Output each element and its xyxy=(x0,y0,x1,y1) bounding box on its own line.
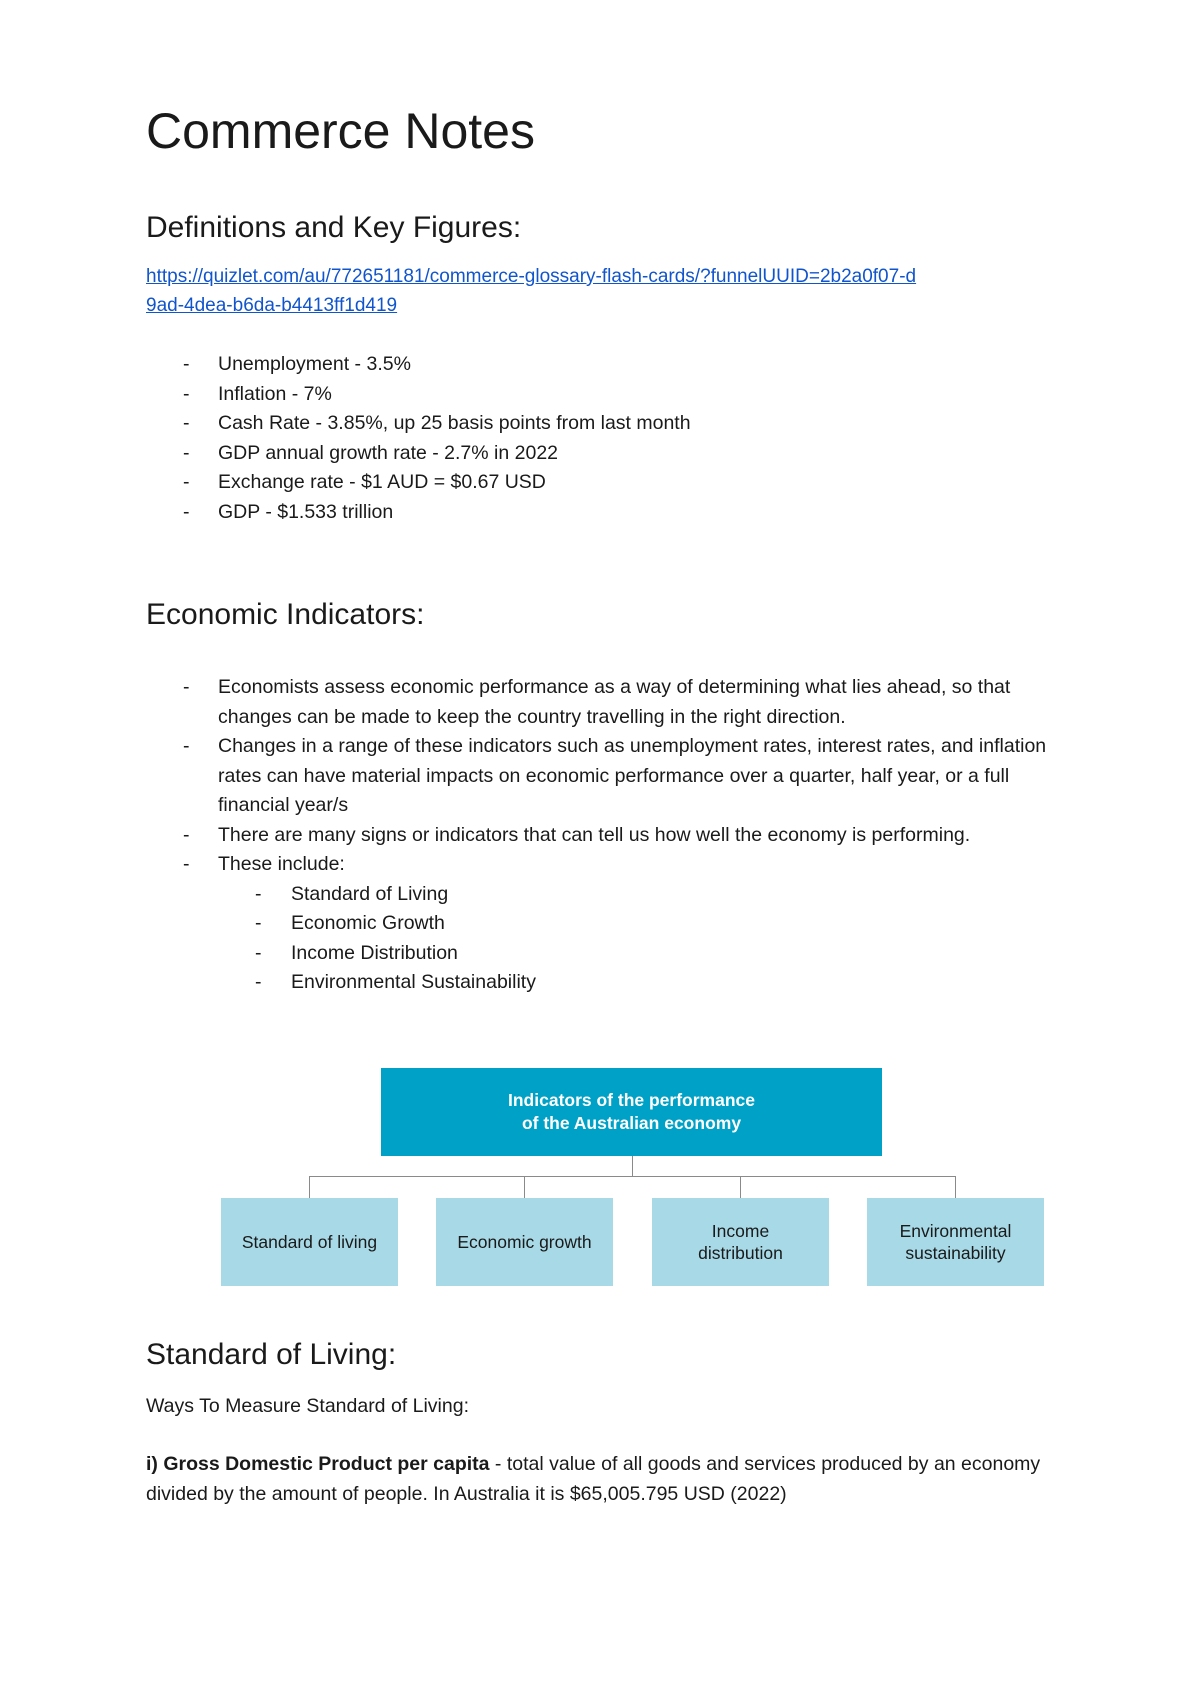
diagram-connector xyxy=(524,1176,525,1198)
gdp-per-capita-label: i) Gross Domestic Product per capita xyxy=(146,1453,490,1475)
diagram-connector xyxy=(309,1176,955,1177)
sub-list-item: - Standard of Living xyxy=(146,880,1056,910)
diagram-box-environmental-sustainability: Environmental sustainability xyxy=(867,1198,1044,1286)
page-title: Commerce Notes xyxy=(146,103,535,159)
standard-of-living-intro: Ways To Measure Standard of Living: xyxy=(146,1395,469,1417)
key-figures-list xyxy=(146,350,1056,527)
list-item: - Inflation - 7% xyxy=(146,380,1056,410)
diagram-box-economic-growth: Economic growth xyxy=(436,1198,613,1286)
diagram-connector xyxy=(632,1156,633,1176)
sub-list-item: - Income Distribution xyxy=(146,939,1056,969)
list-item: - Changes in a range of these indicators such as unemployment rates, interest rates, and inflation rates can have material impacts on economic performance over a quarter, half year, or a full financial year/s xyxy=(146,732,1056,821)
quizlet-link-line1[interactable]: https://quizlet.com/au/772651181/commerce-glossary-flash-cards/?funnelUUID=2b2a0f07-d xyxy=(146,266,917,287)
economic-indicators-list xyxy=(146,673,1056,998)
diagram-connector xyxy=(309,1176,310,1198)
gdp-per-capita-paragraph xyxy=(146,1450,1056,1509)
these-include-label: These include: xyxy=(218,853,345,875)
diagram-box-standard-of-living: Standard of living xyxy=(221,1198,398,1286)
list-item: - Unemployment - 3.5% xyxy=(146,350,1056,380)
indicators-diagram xyxy=(220,1068,1046,1286)
list-item xyxy=(146,850,1056,998)
list-item: - GDP - $1.533 trillion xyxy=(146,498,1056,528)
diagram-connector xyxy=(955,1176,956,1198)
list-item: - There are many signs or indicators that can tell us how well the economy is performing. xyxy=(146,821,1056,851)
standard-of-living-heading: Standard of Living: xyxy=(146,1338,397,1371)
diagram-connector xyxy=(740,1176,741,1198)
list-item: - Economists assess economic performance as a way of determining what lies ahead, so that changes can be made to keep the country travelling in the right direction. xyxy=(146,673,1056,732)
quizlet-link[interactable] xyxy=(146,262,1056,320)
diagram-top-box: Indicators of the performance of the Australian economy xyxy=(381,1068,882,1156)
sub-list-item: - Environmental Sustainability xyxy=(146,968,1056,998)
economic-indicators-heading: Economic Indicators: xyxy=(146,598,425,631)
definitions-heading: Definitions and Key Figures: xyxy=(146,211,522,244)
sub-list-item: - Economic Growth xyxy=(146,909,1056,939)
list-item: - GDP annual growth rate - 2.7% in 2022 xyxy=(146,439,1056,469)
diagram-box-income-distribution: Income distribution xyxy=(652,1198,829,1286)
quizlet-link-line2[interactable]: 9ad-4dea-b6da-b4413ff1d419 xyxy=(146,295,398,316)
gdp-per-capita-text: - total value of all goods and services produced by an economy divided by the amount of people. In Australia it is $65,005.795 USD (2022) xyxy=(146,1453,1041,1505)
list-item: - Exchange rate - $1 AUD = $0.67 USD xyxy=(146,468,1056,498)
indicators-sub-list xyxy=(218,880,1056,998)
list-item: - Cash Rate - 3.85%, up 25 basis points from last month xyxy=(146,409,1056,439)
